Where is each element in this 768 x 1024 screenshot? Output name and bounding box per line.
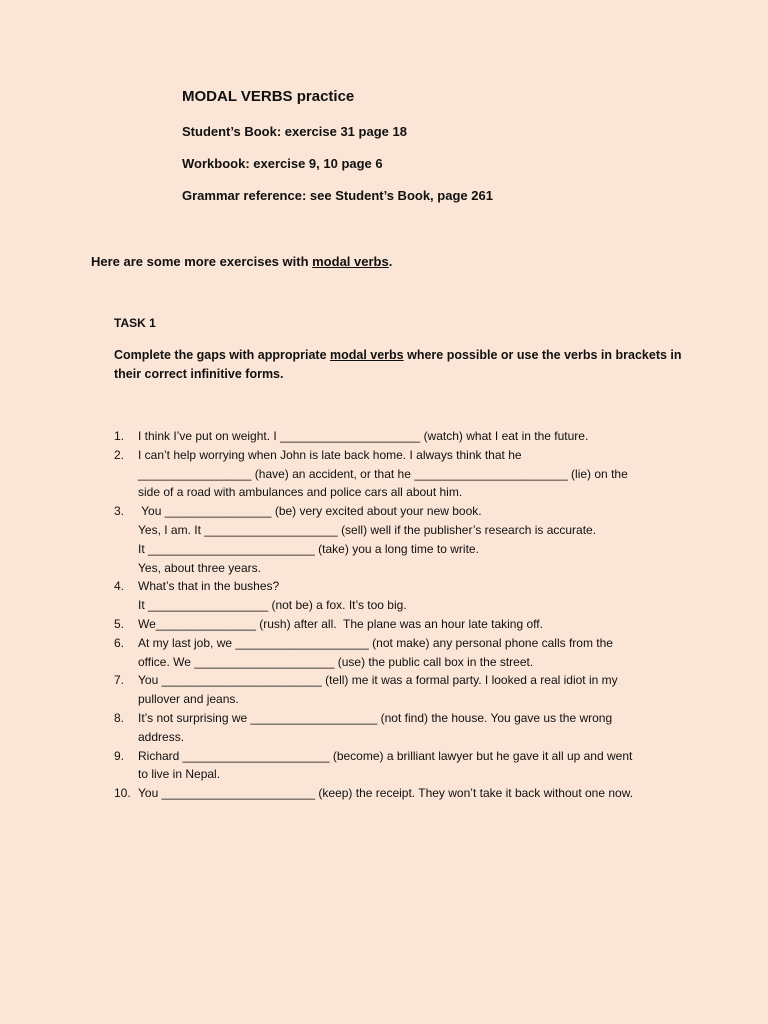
exercise-list [114,427,714,803]
exercise-number: 5. [114,616,125,631]
page-title: MODAL VERBS practice [182,88,355,105]
exercise-line: office. We _____________________ (use) the public call box in the street. [138,654,534,669]
exercise-line: to live in Nepal. [138,767,221,782]
intro-text [91,254,392,269]
exercise-line: address. [138,729,185,744]
exercise-line: What’s that in the bushes? [138,579,280,594]
exercise-line: It __________________ (not be) a fox. It’s too big. [138,598,407,613]
workbook-reference: Workbook: exercise 9, 10 page 6 [182,156,383,171]
exercise-line: I think I’ve put on weight. I _____________________ (watch) what I eat in the future. [138,429,589,443]
exercise-line: Yes, about three years. [138,560,261,575]
exercise-item [114,615,714,634]
exercise-number: 2. [114,447,125,462]
exercise-item [114,427,714,446]
task-instruction [114,346,694,384]
exercise-item [114,747,714,785]
exercise-number: 6. [114,635,125,650]
exercise-line: At my last job, we ____________________ (not make) any personal phone calls from the [138,635,613,650]
exercise-line: I can’t help worrying when John is late back home. I always think that he [138,447,522,462]
instruction-end: where possible or use the verbs in brackets in their correct infinitive forms. [114,348,682,381]
exercise-number: 3. [114,504,125,519]
modal-verbs-link[interactable]: modal verbs [312,254,389,269]
exercise-item [114,577,714,615]
exercise-line: You _______________________ (keep) the receipt. They won’t take it back without one now. [138,786,634,801]
exercise-line: You ________________________ (tell) me it was a formal party. I looked a real idiot in my [138,673,618,688]
intro-text-start: Here are some more exercises with [91,254,313,269]
exercise-line: You ________________ (be) very excited about your new book. [138,504,482,519]
instruction-modal-verbs-link[interactable]: modal verbs [330,348,404,362]
exercise-item [114,634,714,672]
exercise-number: 10. [114,786,131,801]
exercise-number: 8. [114,710,125,725]
exercise-item [114,502,714,577]
exercise-line: It’s not surprising we ___________________ (not find) the house. You gave us the wrong [138,710,613,725]
task-heading: TASK 1 [114,316,156,330]
exercise-number: 1. [114,429,125,443]
exercise-line: It _________________________ (take) you a long time to write. [138,541,479,556]
exercise-line: Richard ______________________ (become) a brilliant lawyer but he gave it all up and went [138,748,633,763]
exercise-item [114,709,714,747]
instruction-start: Complete the gaps with appropriate [114,348,330,362]
exercise-item [114,446,714,502]
exercise-number: 4. [114,579,125,594]
intro-text-end: . [388,254,393,269]
exercise-line: side of a road with ambulances and police cars all about him. [138,485,463,500]
exercise-line: We_______________ (rush) after all. The plane was an hour late taking off. [138,616,543,631]
exercise-item [114,784,714,803]
exercise-number: 7. [114,673,125,688]
exercise-item [114,671,714,709]
exercise-line: Yes, I am. It ____________________ (sell) well if the publisher’s research is accurate. [138,522,597,537]
grammar-reference: Grammar reference: see Student’s Book, page 261 [182,188,493,203]
exercise-line: _________________ (have) an accident, or that he _______________________ (lie) on the [138,466,628,481]
students-book-reference: Student’s Book: exercise 31 page 18 [182,124,407,139]
exercise-number: 9. [114,748,125,763]
exercise-line: pullover and jeans. [138,692,239,707]
